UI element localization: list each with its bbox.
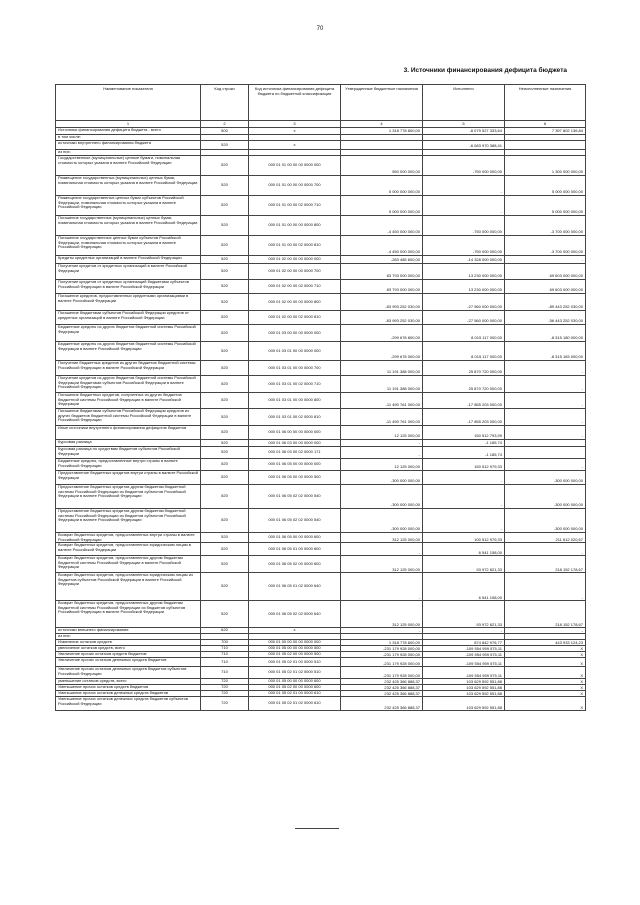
row-executed: 13 230 000 000,00 <box>423 264 505 280</box>
row-approved: - <box>341 628 423 634</box>
row-unexecuted: - <box>505 426 586 440</box>
row-source-code: 000 01 05 00 00 00 0000 500 <box>249 646 341 652</box>
table-row <box>56 426 586 440</box>
row-unexecuted: X <box>505 658 586 667</box>
row-name: Получение кредитов от кредитных организаций бюджетами субъектов Российской Федерации в валюте Российской Федерации <box>56 280 201 294</box>
row-source-code: x <box>249 128 341 135</box>
row-approved: -4 450 000 000,00 <box>341 236 423 256</box>
row-name: Возврат бюджетных кредитов, предоставленных юридическим лицам из бюджетов субъектов Российской Федерации в валюте Российской Федерации <box>56 573 201 601</box>
table-row <box>56 509 586 533</box>
row-name: Получение кредитов от кредитных организаций в валюте Российской Федерации <box>56 264 201 280</box>
row-code: 520 <box>201 485 249 509</box>
row-source-code: 000 01 06 05 02 02 0000 540 <box>249 485 341 509</box>
row-code: 710 <box>201 646 249 652</box>
row-source-code: 000 01 06 05 01 02 0000 640 <box>249 573 341 601</box>
row-approved: 550 000 000,00 <box>341 156 423 176</box>
row-approved: - <box>341 440 423 447</box>
row-name: Курсовая разница по средствам бюджетов субъектов Российской Федерации <box>56 447 201 459</box>
row-source-code: 000 01 06 05 02 00 0000 600 <box>249 556 341 573</box>
row-unexecuted: X <box>505 667 586 679</box>
row-source-code: 000 01 06 05 00 00 0000 500 <box>249 471 341 485</box>
row-unexecuted: 69 603 000 000,00 <box>505 264 586 280</box>
row-source-code: 000 01 06 03 00 00 0000 000 <box>249 440 341 447</box>
row-unexecuted: - <box>505 393 586 409</box>
row-unexecuted: - <box>505 459 586 471</box>
row-executed: 6 541 158,00 <box>423 573 505 601</box>
row-code: 520 <box>201 409 249 426</box>
row-code: 520 <box>201 156 249 176</box>
header-row <box>56 85 586 121</box>
row-code: 520 <box>201 533 249 543</box>
row-code: 520 <box>201 256 249 264</box>
row-name: Предоставление бюджетных кредитов другим бюджетам бюджетной системы Российской Федерации из бюджетов субъектов Российской Федерации в валюте Российской Федерации <box>56 509 201 533</box>
row-executed: - <box>423 509 505 533</box>
footer-divider <box>295 828 339 829</box>
row-approved: 83 793 000 000,00 <box>341 264 423 280</box>
financing-sources-table <box>55 84 586 711</box>
row-executed: 93 972 821,33 <box>423 601 505 628</box>
row-name: Возврат бюджетных кредитов, предоставленных другим бюджетам бюджетной системы Российской Федерации в валюте Российской Федерации <box>56 556 201 573</box>
row-code: 710 <box>201 652 249 658</box>
row-code: 620 <box>201 628 249 634</box>
row-code: 520 <box>201 459 249 471</box>
table-row <box>56 264 586 280</box>
row-name: Увеличение прочих остатков денежных средств бюджетов <box>56 658 201 667</box>
row-approved: 5 000 000 000,00 <box>341 196 423 216</box>
row-name: Государственные (муниципальные) ценные бумаги, номинальная стоимость которых указана в валюте Российской Федерации <box>56 156 201 176</box>
row-executed: -14 328 000 000,00 <box>423 256 505 264</box>
row-code: 520 <box>201 447 249 459</box>
row-approved: -300 000 000,00 <box>341 471 423 485</box>
row-source-code: 000 01 06 05 01 00 0000 600 <box>249 543 341 556</box>
row-name: Погашение бюджетных кредитов, полученных из других бюджетов бюджетной системы Российской Федерации в валюте Российской Федерации <box>56 393 201 409</box>
table-row <box>56 573 586 601</box>
row-executed: -109 554 959 575,11 <box>423 652 505 658</box>
row-approved: 232 425 366 888,37 <box>341 685 423 691</box>
row-code: 520 <box>201 325 249 342</box>
row-name: из них: <box>56 634 201 640</box>
row-executed: -750 000 000,00 <box>423 216 505 236</box>
row-executed: -109 554 959 575,11 <box>423 667 505 679</box>
row-executed: -1 185,74 <box>423 447 505 459</box>
table-row <box>56 216 586 236</box>
header-approved: Утвержденные бюджетные назначения <box>341 85 423 121</box>
table-body <box>56 128 586 711</box>
row-executed: -6 079 527 333,64 <box>423 128 505 135</box>
row-name: Уменьшение прочих остатков средств бюджетов <box>56 685 201 691</box>
row-approved: - <box>341 573 423 601</box>
row-source-code: 000 01 02 00 00 00 0000 800 <box>249 294 341 311</box>
row-name: Возврат бюджетных кредитов, предоставленных внутри страны в валюте Российской Федерации <box>56 533 201 543</box>
row-name: уменьшение остатков средств, всего <box>56 679 201 685</box>
row-unexecuted: - <box>505 409 586 426</box>
row-source-code: 000 01 02 00 00 00 0000 700 <box>249 264 341 280</box>
row-name: из них: <box>56 150 201 156</box>
row-code: 520 <box>201 264 249 280</box>
row-executed: - <box>423 196 505 216</box>
table-row <box>56 361 586 376</box>
row-approved <box>341 141 423 150</box>
row-unexecuted: -300 000 000,00 <box>505 471 586 485</box>
row-code: 700 <box>201 640 249 646</box>
row-source-code: 000 01 05 02 00 00 0000 600 <box>249 685 341 691</box>
row-source-code: 000 01 01 00 00 00 0000 700 <box>249 176 341 196</box>
row-source-code: 000 01 02 00 00 00 0000 000 <box>249 256 341 264</box>
header-code: Код строки <box>201 85 249 121</box>
row-code: 720 <box>201 679 249 685</box>
row-name: Получение кредитов из других бюджетов бюджетной системы Российской Федерации бюджетами субъектов Российской Федерации в валюте Российской Федерации <box>56 376 201 393</box>
row-unexecuted: - <box>505 361 586 376</box>
row-unexecuted <box>505 440 586 447</box>
row-unexecuted: - <box>505 628 586 634</box>
row-code: 720 <box>201 697 249 711</box>
row-code: 520 <box>201 216 249 236</box>
row-name: в том числе: <box>56 135 201 141</box>
row-source-code: 000 01 03 01 00 00 0000 800 <box>249 393 341 409</box>
row-unexecuted <box>505 447 586 459</box>
row-name: Источники финансирования дефицита бюджета - всего <box>56 128 201 135</box>
table-row <box>56 141 586 150</box>
row-source-code: 000 01 05 02 01 00 0000 610 <box>249 691 341 697</box>
row-executed: -17 855 203 000,00 <box>423 409 505 426</box>
row-executed: 25 870 720 000,00 <box>423 376 505 393</box>
row-executed: 8 015 117 000,00 <box>423 342 505 361</box>
table-row <box>56 409 586 426</box>
row-unexecuted: 5 000 000 000,00 <box>505 176 586 196</box>
row-name: Изменение остатков средств <box>56 640 201 646</box>
row-unexecuted: -3 700 000 000,00 <box>505 216 586 236</box>
row-approved: -4 450 000 000,00 <box>341 216 423 236</box>
row-unexecuted: X <box>505 652 586 658</box>
row-code: 520 <box>201 361 249 376</box>
row-executed: 103 629 592 551,88 <box>423 691 505 697</box>
row-name: увеличение остатков средств, всего <box>56 646 201 652</box>
row-name: Кредиты кредитных организаций в валюте Российской Федерации <box>56 256 201 264</box>
row-unexecuted: 7 397 802 136,84 <box>505 128 586 135</box>
row-name: источники внешнего финансирования <box>56 628 201 634</box>
row-name: Погашение государственных ценных бумаг субъектов Российской Федерации, номинальная стоимость которых указана в валюте Российской Федерации <box>56 236 201 256</box>
row-unexecuted <box>505 141 586 150</box>
row-source-code: 000 01 06 05 02 02 0000 540 <box>249 509 341 533</box>
row-unexecuted: -8 315 180 000,00 <box>505 325 586 342</box>
row-name: Бюджетные кредиты из других бюджетов бюджетной системы Российской Федерации <box>56 325 201 342</box>
row-approved: 11 191 388 000,00 <box>341 376 423 393</box>
row-executed: -750 000 000,00 <box>423 156 505 176</box>
row-approved: -283 485 600,00 <box>341 256 423 264</box>
row-approved: -231 179 928 000,00 <box>341 652 423 658</box>
row-unexecuted: X <box>505 697 586 711</box>
row-executed: 874 842 976,77 <box>423 640 505 646</box>
table-row <box>56 658 586 667</box>
row-approved: - <box>341 543 423 556</box>
row-executed: - <box>423 628 505 634</box>
row-code: 720 <box>201 685 249 691</box>
row-executed: - <box>423 471 505 485</box>
row-source-code: x <box>249 141 341 150</box>
table-row <box>56 236 586 256</box>
table-row <box>56 471 586 485</box>
row-executed: 13 230 000 000,00 <box>423 280 505 294</box>
column-number: 5 <box>423 121 505 128</box>
column-number-row <box>56 121 586 128</box>
row-unexecuted: - <box>505 573 586 601</box>
table-row <box>56 176 586 196</box>
row-executed: -17 855 203 000,00 <box>423 393 505 409</box>
row-code: 520 <box>201 509 249 533</box>
row-unexecuted: - <box>505 376 586 393</box>
header-name: Наименование показателя <box>56 85 201 121</box>
row-source-code: 000 01 06 05 00 00 0000 000 <box>249 459 341 471</box>
row-approved: 312 125 000,00 <box>341 556 423 573</box>
table-row <box>56 459 586 471</box>
row-name: источники внутреннего финансирования бюджета <box>56 141 201 150</box>
table-row <box>56 667 586 679</box>
row-name: Размещение государственных (муниципальных) ценных бумаг, номинальная стоимость которых указана в валюте Российской Федерации <box>56 176 201 196</box>
row-approved: 312 125 000,00 <box>341 533 423 543</box>
row-code: 520 <box>201 196 249 216</box>
row-unexecuted: - <box>505 256 586 264</box>
row-source-code: 000 01 05 00 00 00 0000 600 <box>249 679 341 685</box>
row-name: Бюджетные кредиты из других бюджетов бюджетной системы Российской Федерации в валюте Российской Федерации <box>56 342 201 361</box>
row-source-code: 000 01 05 02 01 02 0000 510 <box>249 667 341 679</box>
row-name: Увеличение прочих остатков денежных средств бюджетов субъектов Российской Федерации <box>56 667 201 679</box>
row-name: Погашение кредитов, предоставленных кредитными организациями в валюте Российской Федерации <box>56 294 201 311</box>
row-unexecuted: -8 315 183 000,00 <box>505 342 586 361</box>
table-row <box>56 376 586 393</box>
row-approved: -231 179 928 000,00 <box>341 658 423 667</box>
row-approved: -299 678 000,00 <box>341 342 423 361</box>
row-executed: -6 083 970 388,41 <box>423 141 505 150</box>
column-number: 4 <box>341 121 423 128</box>
column-number: 6 <box>505 121 586 128</box>
row-code: 520 <box>201 141 249 150</box>
table-row <box>56 543 586 556</box>
row-name: Размещение государственных ценных бумаг субъектов Российской Федерации, номинальная стоимость которых указана в валюте Российской Федерации <box>56 196 201 216</box>
row-name: Получение бюджетных кредитов из других бюджетов бюджетной системы Российской Федерации в валюте Российской Федерации <box>56 361 201 376</box>
row-executed: -27 560 000 000,00 <box>423 294 505 311</box>
row-executed: 150 512 979,33 <box>423 459 505 471</box>
row-executed: -109 554 959 575,11 <box>423 646 505 652</box>
header-unexecuted: Неисполненные назначения <box>505 85 586 121</box>
row-source-code: 000 01 06 03 00 02 0000 171 <box>249 447 341 459</box>
row-approved: - <box>341 447 423 459</box>
table-row <box>56 128 586 135</box>
row-name: Погашение государственных (муниципальных) ценных бумаг, номинальная стоимость которых указана в валюте Российской Федерации <box>56 216 201 236</box>
row-approved: 232 425 366 888,37 <box>341 679 423 685</box>
row-unexecuted: -56 443 252 030,00 <box>505 311 586 325</box>
table-row <box>56 440 586 447</box>
row-approved: -231 179 928 000,00 <box>341 667 423 679</box>
row-source-code: 000 01 05 02 00 00 0000 500 <box>249 652 341 658</box>
row-unexecuted: - <box>505 543 586 556</box>
table-row <box>56 342 586 361</box>
row-source-code: 000 01 02 00 00 02 0000 710 <box>249 280 341 294</box>
row-approved: -11 490 761 000,00 <box>341 393 423 409</box>
row-source-code: 000 01 03 01 00 00 0000 000 <box>249 342 341 361</box>
row-code: 520 <box>201 471 249 485</box>
column-number: 2 <box>201 121 249 128</box>
row-source-code: 000 01 03 00 00 00 0000 000 <box>249 325 341 342</box>
row-name: Увеличение прочих остатков средств бюджетов <box>56 652 201 658</box>
row-code: 520 <box>201 440 249 447</box>
row-code: 520 <box>201 573 249 601</box>
row-executed: 150 512 793,59 <box>423 426 505 440</box>
row-executed: 103 629 592 551,88 <box>423 697 505 711</box>
table-row <box>56 280 586 294</box>
row-unexecuted: 69 603 000 000,00 <box>505 280 586 294</box>
row-source-code: 000 01 03 01 00 02 0000 710 <box>249 376 341 393</box>
row-source-code: 000 01 06 05 00 00 0000 600 <box>249 533 341 543</box>
row-approved: 312 125 000,00 <box>341 601 423 628</box>
row-unexecuted: X <box>505 646 586 652</box>
row-code: 520 <box>201 393 249 409</box>
table-row <box>56 447 586 459</box>
row-executed: 93 972 821,33 <box>423 556 505 573</box>
table-row <box>56 556 586 573</box>
row-unexecuted: X <box>505 691 586 697</box>
page-number: 70 <box>316 26 324 32</box>
row-approved: -299 678 800,00 <box>341 325 423 342</box>
row-executed: 8 015 117 000,00 <box>423 325 505 342</box>
table-row <box>56 311 586 325</box>
row-unexecuted: X <box>505 685 586 691</box>
row-code: 520 <box>201 294 249 311</box>
row-approved: 12 125 000,00 <box>341 426 423 440</box>
column-number: 3 <box>249 121 341 128</box>
row-approved: 1 318 778 800,00 <box>341 128 423 135</box>
row-unexecuted: -3 700 000 000,00 <box>505 236 586 256</box>
row-source-code: 000 01 00 00 00 00 0000 000 <box>249 640 341 646</box>
row-code: 520 <box>201 311 249 325</box>
row-approved: -231 179 928 000,00 <box>341 646 423 652</box>
table-row <box>56 156 586 176</box>
row-code: 720 <box>201 691 249 697</box>
row-code: 520 <box>201 556 249 573</box>
row-name: Возврат бюджетных кредитов, предоставленных другим бюджетам бюджетной системы Российской Федерации из бюджетов субъектов Российской Федерации в валюте Российской Федерации <box>56 601 201 628</box>
row-code: 520 <box>201 376 249 393</box>
row-code: 520 <box>201 543 249 556</box>
row-unexecuted: 1 300 000 000,00 <box>505 156 586 176</box>
row-unexecuted: 218 152 178,67 <box>505 556 586 573</box>
table-row <box>56 485 586 509</box>
row-approved: -83 993 252 030,00 <box>341 294 423 311</box>
table-row <box>56 196 586 216</box>
row-source-code: 000 01 06 00 00 00 0000 000 <box>249 426 341 440</box>
row-name: Предоставление бюджетных кредитов другим бюджетам бюджетной системы Российской Федерации из бюджетов субъектов Российской Федерации в валюте Российской Федерации <box>56 485 201 509</box>
table-row <box>56 697 586 711</box>
row-name: Уменьшение прочих остатков денежных средств бюджетов субъектов Российской Федерации <box>56 697 201 711</box>
row-unexecuted: 211 612 020,67 <box>505 533 586 543</box>
row-executed: 25 870 720 000,00 <box>423 361 505 376</box>
row-source-code: 000 01 06 05 02 02 0000 640 <box>249 601 341 628</box>
row-approved: -11 490 761 000,00 <box>341 409 423 426</box>
row-source-code: x <box>249 628 341 634</box>
row-approved: -300 000 000,00 <box>341 485 423 509</box>
row-executed: -1 185,74 <box>423 440 505 447</box>
row-executed: 103 629 592 551,88 <box>423 679 505 685</box>
section-title: 3. Источники финансирования дефицита бюджета <box>403 67 567 74</box>
row-code: 520 <box>201 280 249 294</box>
row-unexecuted: -300 000 000,00 <box>505 485 586 509</box>
row-source-code: 000 01 02 00 00 02 0000 810 <box>249 311 341 325</box>
row-executed: 100 512 979,33 <box>423 533 505 543</box>
row-name: Курсовая разница <box>56 440 201 447</box>
row-code: 520 <box>201 342 249 361</box>
row-name: Бюджетные кредиты, предоставленные внутри страны в валюте Российской Федерации <box>56 459 201 471</box>
row-approved: 1 318 778 800,00 <box>341 640 423 646</box>
row-code: 710 <box>201 667 249 679</box>
column-number: 1 <box>56 121 201 128</box>
row-executed: -27 560 000 000,00 <box>423 311 505 325</box>
row-code: 500 <box>201 128 249 135</box>
row-approved: 232 425 366 888,37 <box>341 691 423 697</box>
row-code: 710 <box>201 658 249 667</box>
row-approved: 11 191 388 000,00 <box>341 361 423 376</box>
table-row <box>56 294 586 311</box>
row-approved: -83 993 252 030,00 <box>341 311 423 325</box>
row-name: Предоставление бюджетных кредитов внутри страны в валюте Российской Федерации <box>56 471 201 485</box>
table-row <box>56 393 586 409</box>
row-executed: - <box>423 485 505 509</box>
row-code: 520 <box>201 601 249 628</box>
row-source-code: 000 01 01 00 00 00 0000 000 <box>249 156 341 176</box>
row-source-code: 000 01 01 00 00 02 0000 810 <box>249 236 341 256</box>
header-source-code: Код источника финансирования дефицита бюджета по бюджетной классификации <box>249 85 341 121</box>
row-code: 520 <box>201 426 249 440</box>
row-source-code: 000 01 03 01 00 00 0000 700 <box>249 361 341 376</box>
row-approved: 232 425 366 888,37 <box>341 697 423 711</box>
row-source-code: 000 01 01 00 00 00 0000 800 <box>249 216 341 236</box>
row-name: Уменьшение прочих остатков денежных средств бюджетов <box>56 691 201 697</box>
row-code: 520 <box>201 176 249 196</box>
header-executed: Исполнено <box>423 85 505 121</box>
table-row <box>56 256 586 264</box>
table-row <box>56 325 586 342</box>
row-approved: 12 125 000,00 <box>341 459 423 471</box>
row-source-code: 000 01 01 00 00 02 0000 710 <box>249 196 341 216</box>
row-source-code: 000 01 05 02 01 02 0000 610 <box>249 697 341 711</box>
row-executed: -750 000 000,00 <box>423 236 505 256</box>
row-unexecuted: -300 000 000,00 <box>505 509 586 533</box>
table-row <box>56 533 586 543</box>
row-unexecuted: 5 000 000 000,00 <box>505 196 586 216</box>
row-source-code: 000 01 05 02 01 00 0000 510 <box>249 658 341 667</box>
row-approved: -300 000 000,00 <box>341 509 423 533</box>
row-code: 520 <box>201 236 249 256</box>
row-unexecuted: -89 443 252 030,00 <box>505 294 586 311</box>
row-unexecuted: X <box>505 679 586 685</box>
row-approved: 83 793 000 000,00 <box>341 280 423 294</box>
row-name: Погашение бюджетами субъектов Российской Федерации кредитов из других бюджетов бюджетной системы Российской Федерации в валюте Российской Федерации <box>56 409 201 426</box>
row-executed: - <box>423 176 505 196</box>
row-name: Иные источники внутреннего финансирования дефицитов бюджетов <box>56 426 201 440</box>
row-name: Возврат бюджетных кредитов, предоставленных юридическим лицам в валюте Российской Федерации <box>56 543 201 556</box>
row-executed: -109 554 959 575,11 <box>423 658 505 667</box>
row-unexecuted: 443 933 124,23 <box>505 640 586 646</box>
row-name: Погашение бюджетами субъектов Российской Федерации кредитов от кредитных организаций в валюте Российской Федерации <box>56 311 201 325</box>
row-approved: 5 000 000 000,00 <box>341 176 423 196</box>
row-executed: 6 541 158,00 <box>423 543 505 556</box>
table-row <box>56 601 586 628</box>
row-executed: 103 629 592 551,88 <box>423 685 505 691</box>
row-unexecuted: 218 152 178,67 <box>505 601 586 628</box>
row-source-code: 000 01 03 01 00 02 0000 810 <box>249 409 341 426</box>
